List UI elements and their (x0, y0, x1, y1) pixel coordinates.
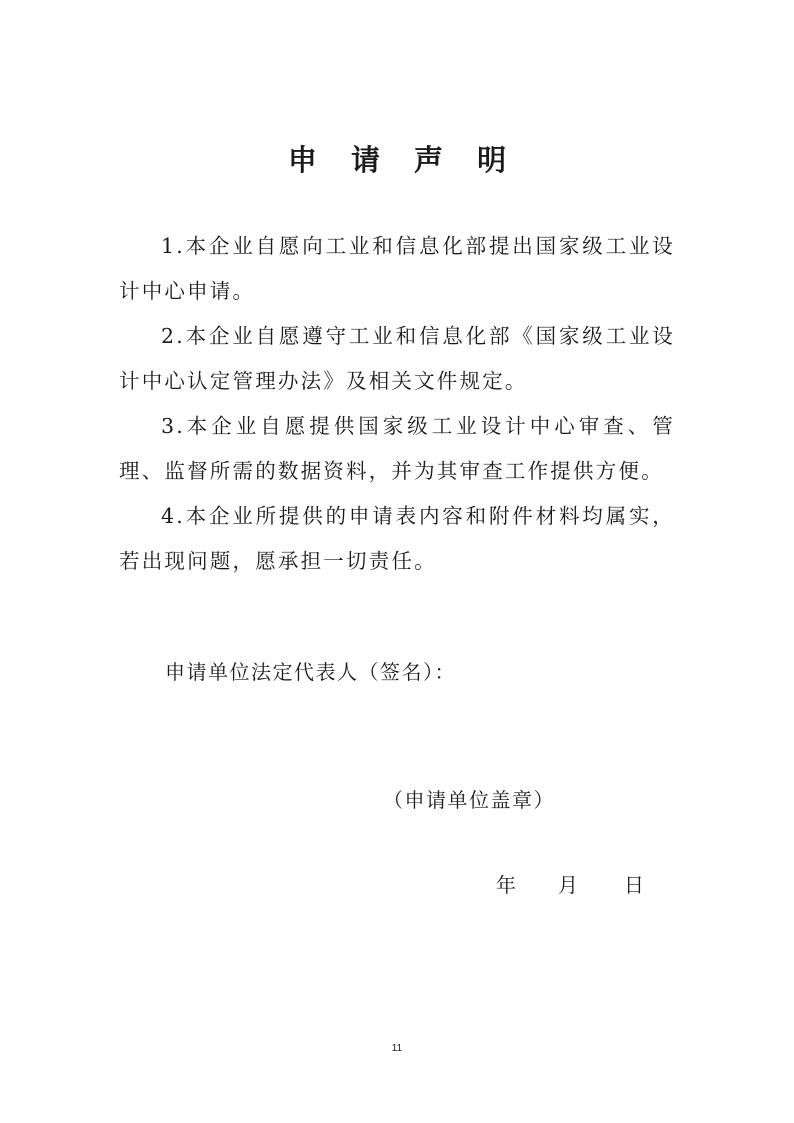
date-year-label: 年 (496, 873, 516, 897)
declaration-item-3: 3.本企业自愿提供国家级工业设计中心审查、管理、监督所需的数据资料，并为其审查工作提供方便。 (119, 414, 675, 483)
page-number: 11 (391, 1043, 403, 1054)
company-seal-label: （申请单位盖章） (383, 788, 555, 812)
declaration-body (119, 224, 675, 584)
declaration-item-4: 4.本企业所提供的申请表内容和附件材料均属实，若出现问题，愿承担一切责任。 (119, 504, 675, 573)
declaration-item-2: 2.本企业自愿遵守工业和信息化部《国家级工业设计中心认定管理办法》及相关文件规定。 (119, 324, 675, 393)
date-month-label: 月 (558, 873, 578, 897)
page-title: 申 请 声 明 (287, 143, 519, 177)
date-day-label: 日 (624, 873, 644, 897)
legal-representative-signature-label: 申请单位法定代表人（签名）： (165, 660, 456, 684)
declaration-item-1: 1.本企业自愿向工业和信息化部提出国家级工业设计中心申请。 (119, 234, 675, 303)
